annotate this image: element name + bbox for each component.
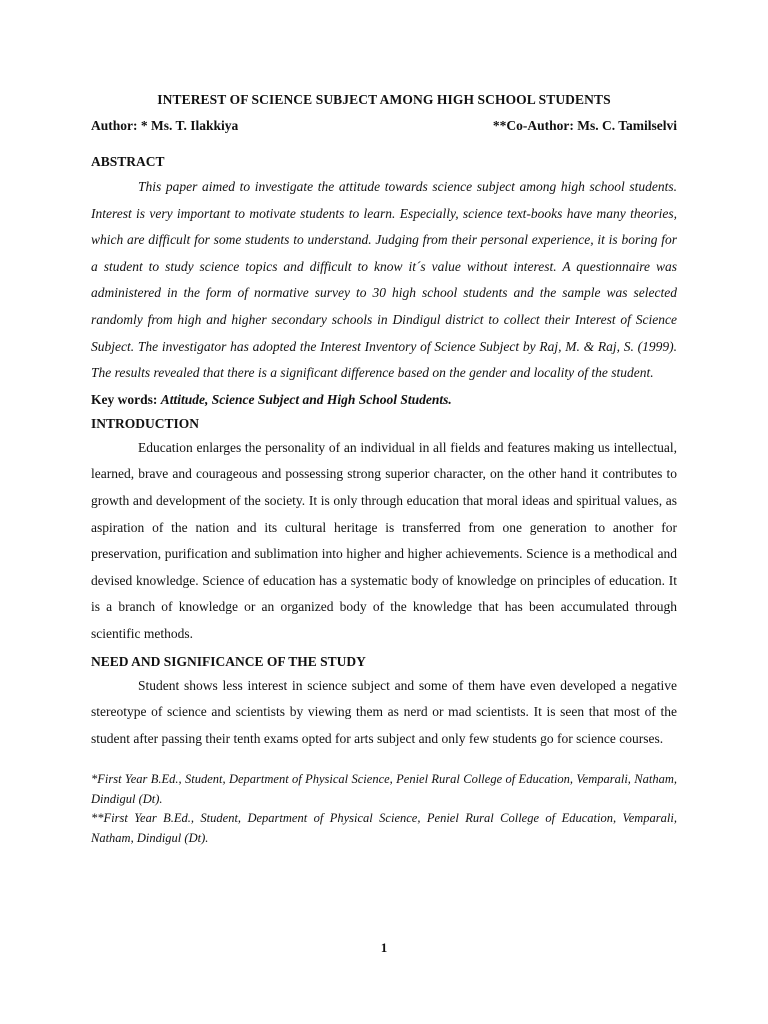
abstract-text: This paper aimed to investigate the attitude towards science subject among high school students. Interest is very important to motivate students to learn. Especially, science text-books have many theories, which are difficult for some students to understand. Judging from their personal experience, it is boring for a student to study science topics and difficult to know it´s value without interest. A questionnaire was administered in the form of normative survey to 30 high school students and the sample was selected randomly from high and higher secondary schools in Dindigul district to collect their Interest of Science Subject. The investigator has adopted the Interest Inventory of Science Subject by Raj, M. & Raj, S. (1999). The results revealed that there is a significant difference based on the gender and locality of the student.: [91, 179, 677, 381]
keywords-value: Attitude, Science Subject and High School Students.: [160, 391, 452, 407]
need-heading: NEED AND SIGNIFICANCE OF THE STUDY: [91, 653, 366, 669]
author-name: Author: * Ms. T. Ilakkiya: [91, 118, 239, 133]
coauthor-name: **Co-Author: Ms. C. Tamilselvi: [492, 118, 677, 133]
introduction-text: Education enlarges the personality of an individual in all fields and features making us intellectual, learned, brave and courageous and possessing strong superior character, on the other hand it contributes to growth and development of the society. It is only through education that moral ideas and spiritual values, as aspiration of the nation and its cultural heritage is transferred from one generation to another for preservation, purification and sublimation into higher and higher achievements. Science is a methodical and devised knowledge. Science of education has a systematic body of knowledge on principles of education. It is a branch of knowledge or an organized body of the knowledge that has been accumulated through scientific methods.: [91, 439, 677, 641]
need-text: Student shows less interest in science subject and some of them have even developed a negative stereotype of science and scientists by viewing them as nerd or mad scientists. It is seen that most of the student after passing their tenth exams opted for arts subject and only few students go for science courses.: [91, 677, 677, 746]
author-line: [91, 118, 677, 134]
footnote-author: *First Year B.Ed., Student, Department of Physical Science, Peniel Rural College of Education, Vemparali, Natham, Dindigul (Dt).: [91, 772, 677, 806]
abstract-heading: ABSTRACT: [91, 154, 165, 169]
page-content: [91, 92, 677, 848]
introduction-heading: INTRODUCTION: [91, 415, 200, 431]
keywords-line: [91, 392, 677, 408]
footnote-coauthor: **First Year B.Ed., Student, Department of Physical Science, Peniel Rural College of Education, Vemparali, Natham, Dindigul (Dt).: [91, 811, 677, 845]
footnotes: [91, 770, 677, 848]
keywords-label: Key words:: [91, 391, 161, 407]
paper-title: INTEREST OF SCIENCE SUBJECT AMONG HIGH SCHOOL STUDENTS: [157, 92, 611, 107]
page-number: 1: [380, 940, 388, 955]
